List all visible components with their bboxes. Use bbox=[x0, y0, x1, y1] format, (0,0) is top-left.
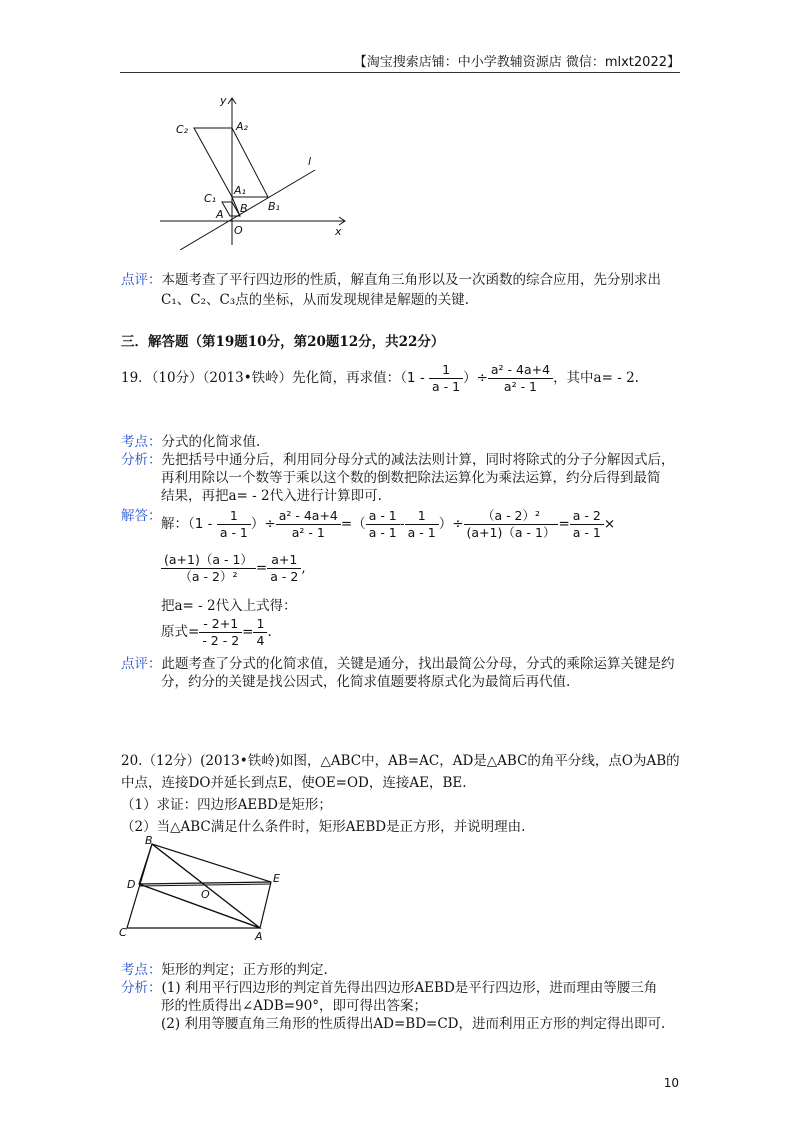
fig1-label: l bbox=[308, 155, 312, 168]
question-20-line2: 中点，连接DO并延长到点E，使OE=OD，连接AE，BE. bbox=[121, 775, 467, 791]
fig1-label: B₁ bbox=[268, 200, 280, 213]
review-1: 点评：本题考查了平行四边形的性质，解直角三角形以及一次函数的综合应用，先分别求出 bbox=[121, 272, 661, 288]
question-20-part1: （1）求证：四边形AEBD是矩形； bbox=[121, 797, 332, 813]
fraction: $\frac{1}{a - 1}$ bbox=[429, 362, 463, 395]
fig2-label: B bbox=[145, 834, 153, 847]
fig1-label: A₂ bbox=[236, 120, 248, 133]
section-heading: 三．解答题（第19题10分，第20题12分，共22分） bbox=[121, 334, 445, 350]
header-rule bbox=[120, 72, 680, 73]
q20-analysis-line3: (2) 利用等腰直角三角形的性质得出AD=BD=CD，进而利用正方形的判定得出即可. bbox=[161, 1016, 666, 1032]
fig2-label: E bbox=[273, 872, 280, 885]
q19-analysis-line2: 再利用除以一个数等于乘以这个数的倒数把除法运算化为乘法运算，约分后得到最简 bbox=[161, 470, 661, 486]
fig1-label: C₁ bbox=[204, 192, 217, 205]
q19-review: 点评：此题考查了分式的化简求值，关键是通分，找出最简公分母，分式的乘除运算关键是约 bbox=[121, 656, 675, 672]
page-number: 10 bbox=[663, 1076, 679, 1090]
q19-analysis-line3: 结果，再把a= - 2代入进行计算即可. bbox=[161, 488, 382, 504]
question-20-part2: （2）当△ABC满足什么条件时，矩形AEBD是正方形，并说明理由. bbox=[121, 819, 526, 835]
fig1-label: B bbox=[240, 202, 248, 215]
q19-solution-line2: $\frac{(a+1)(a - 1)}{\text{（a - 2）²}}$ = $\frac{a+1}{a - 2}$ , bbox=[161, 552, 306, 585]
fig2-label: A bbox=[255, 930, 263, 942]
fig2-label: O bbox=[201, 888, 210, 901]
fig1-label: A bbox=[216, 208, 224, 221]
q20-point: 考点：矩形的判定；正方形的判定. bbox=[121, 962, 328, 978]
q19-point: 考点：分式的化简求值. bbox=[121, 434, 261, 450]
q19-solution-line1: 解：（1 - $\frac{1}{a - 1}$ ）÷ $\frac{\text{a² - 4a+4}}{\text{a² - 1}}$ =（ $\frac{a - 1}{a - 1}$ - $\frac{1}{a - 1}$ ）÷ $\frac{\text{（a - 2）²}}{(a+1)(a - 1)}$ = $\frac{a - 2}{a - 1}$ × bbox=[161, 508, 616, 540]
q19-result: 原式= $\frac{- 2+1}{- 2 - 2}$ = $\frac{1}{4}$ . bbox=[161, 616, 272, 648]
fig1-label: O bbox=[234, 224, 243, 237]
review-1-line2: C₁、C₂、C₃点的坐标，从而发现规律是解题的关键. bbox=[161, 292, 470, 308]
fig1-label: A₁ bbox=[234, 184, 246, 197]
q19-analysis: 分析：先把括号中通分后，利用同分母分式的减法法则计算，同时将除式的分子分解因式后， bbox=[121, 452, 675, 468]
fig2-label: C bbox=[119, 926, 127, 939]
q19-substitute: 把a= - 2代入上式得： bbox=[161, 598, 297, 614]
page-header: 【淘宝搜索店铺：中小学教辅资源店 微信：mlxt2022】 bbox=[353, 55, 680, 70]
fraction: $\frac{\text{a² - 4a+4}}{\text{a² - 1}}$ bbox=[488, 362, 553, 395]
coordinate-figure bbox=[150, 90, 350, 250]
fig2-label: D bbox=[127, 878, 136, 891]
q20-analysis-line2: 形的性质得出∠ADB=90°，即可得出答案； bbox=[161, 998, 428, 1014]
question-20-line1: 20.（12分）(2013•铁岭)如图，△ABC中，AB=AC，AD是△ABC的角平分线，点O为AB的 bbox=[121, 753, 680, 769]
fig1-label: y bbox=[220, 94, 227, 107]
review-label: 点评： bbox=[121, 272, 162, 288]
fig1-label: x bbox=[335, 225, 342, 238]
q19-solution-label: 解答： bbox=[121, 508, 162, 524]
q19-review-line2: 分，约分的关键是找公因式，化简求值题要将原式化为最简后再代值. bbox=[161, 674, 571, 690]
question-19: 19．（10分）（2013•铁岭）先化简，再求值：（1 - $\frac{1}{a - 1}$ ）÷ $\frac{\text{a² - 4a+4}}{\text{a² - 1}}$ ，其中a= - 2. bbox=[121, 362, 639, 394]
parallelogram-outer bbox=[194, 128, 268, 197]
fig1-label: C₂ bbox=[176, 123, 189, 136]
q20-analysis: 分析：(1) 利用平行四边形的判定首先得出四边形AEBD是平行四边形，进而理由等腰三角 bbox=[121, 980, 658, 996]
rectangle-figure bbox=[115, 832, 295, 942]
